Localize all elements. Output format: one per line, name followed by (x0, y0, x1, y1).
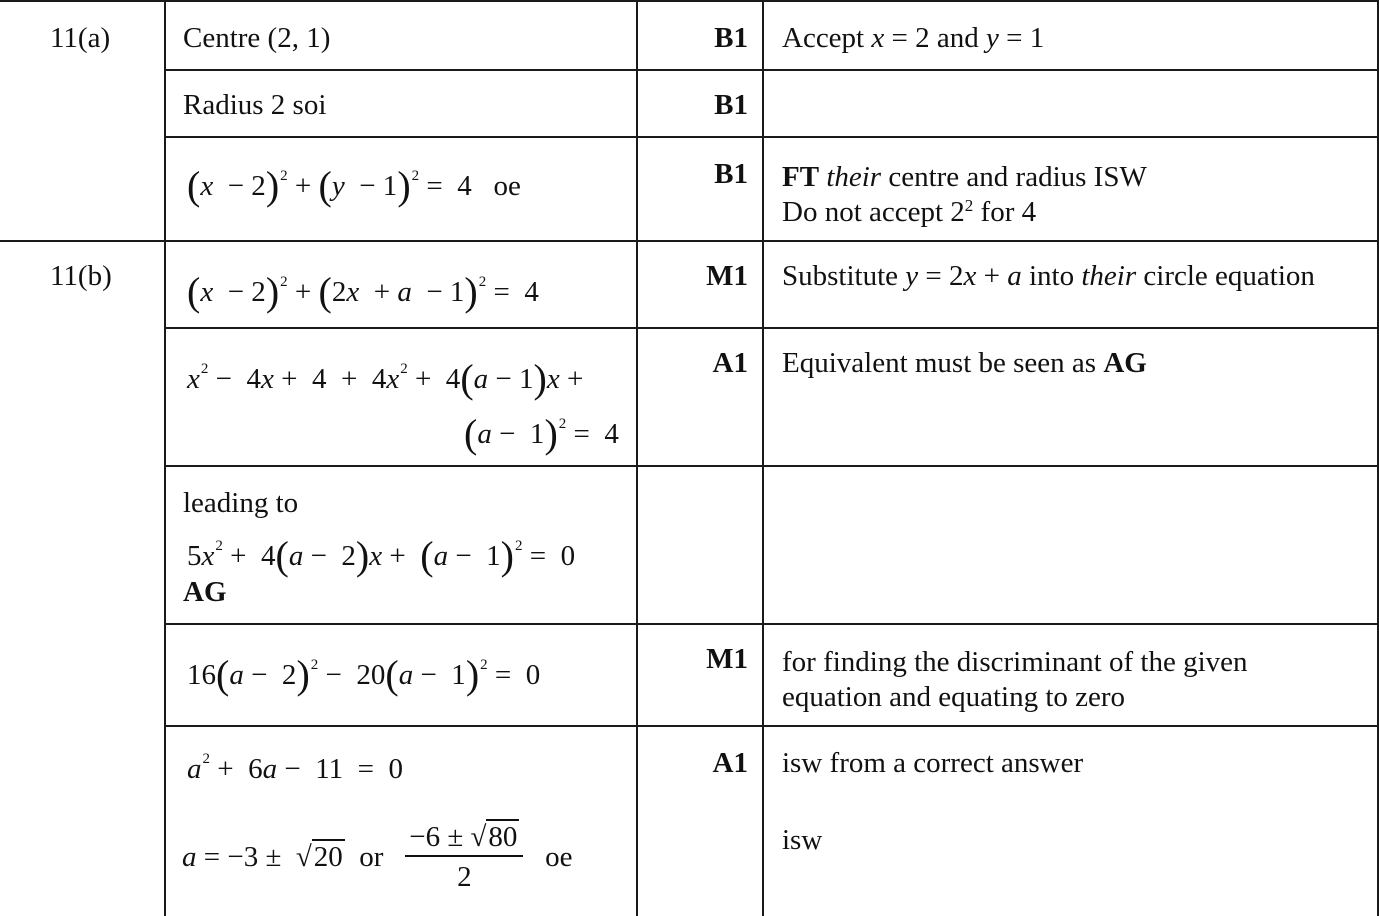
guidance-text: = 2 (918, 260, 964, 292)
guidance-text: Do not accept 2 (782, 196, 965, 228)
row-divider (166, 327, 1379, 329)
guidance-text: Equivalent must be seen as (782, 347, 1104, 379)
mark-cell: A1 (712, 747, 748, 779)
ag-label: AG (183, 576, 227, 608)
answer-equation: $16(a - 2)^2 - 20(a - 1)^2 = 0$ (187, 652, 541, 697)
answer-equation: $(a - 1)^2 = 4$ (464, 411, 619, 456)
mark-cell: M1 (706, 260, 748, 292)
guidance-bold: AG (1103, 347, 1147, 379)
row-divider (166, 623, 1379, 625)
section-divider (0, 240, 1379, 242)
guidance-var: x (963, 260, 977, 292)
guidance-italic: their (1081, 260, 1137, 292)
guidance-text: centre and radius ISW (888, 161, 1147, 193)
mark-cell: B1 (714, 22, 748, 54)
answer-equation: a = −3 ± √20 or $\frac{-6 \pm √80}{2}$ oe (182, 821, 573, 893)
guidance-text: for 4 (973, 196, 1037, 228)
row-divider (166, 136, 1379, 138)
answer-equation: $5x^2 + 4(a - 2)x + (a - 1)^2 = 0$ (187, 533, 576, 578)
guidance-cell (782, 645, 1248, 715)
row-divider (166, 465, 1379, 467)
answer-equation: $a^2 + 6a - 11 = 0$ (187, 751, 403, 785)
guidance-text: + (976, 260, 1008, 292)
guidance-var: a (1007, 260, 1022, 292)
answer-equation: $(x - 2)^2 + (2x + a - 1)^2 = 4$ (187, 269, 539, 314)
guidance-var: y (985, 22, 999, 54)
guidance-cell (782, 349, 1147, 378)
question-number: 11(b) (50, 260, 112, 292)
guidance-var: y (905, 260, 919, 292)
mark-cell: M1 (706, 643, 748, 675)
guidance-cell: isw from a correct answer (782, 747, 1084, 779)
mark-cell: A1 (712, 347, 748, 379)
row-divider (166, 725, 1379, 727)
guidance-text: Substitute (782, 260, 906, 292)
row-divider (166, 69, 1379, 71)
guidance-bold: FT (782, 161, 820, 193)
guidance-text: equation and equating to zero (782, 681, 1126, 713)
or-label: or (359, 841, 384, 873)
answer-cell: Radius 2 soi (183, 89, 327, 121)
guidance-cell: isw (782, 824, 823, 856)
answer-equation: $(x - 2)^2 + (y - 1)^2 = 4$ oe (187, 163, 521, 208)
guidance-text: into (1021, 260, 1082, 292)
superscript: 2 (964, 196, 974, 215)
column-divider (636, 0, 638, 916)
oe-label: oe (493, 170, 521, 202)
answer-cell: Centre (2, 1) (183, 22, 331, 54)
answer-equation: $x^2 - 4x + 4 + 4x^2 + 4(a - 1)x$ + (187, 356, 584, 401)
mark-cell: B1 (714, 89, 748, 121)
table-border-top (0, 0, 1379, 2)
guidance-cell (782, 160, 1147, 233)
guidance-text: for finding the discriminant of the given (782, 646, 1248, 678)
guidance-text: = 2 and (884, 22, 986, 54)
guidance-var: x (871, 22, 885, 54)
answer-text: leading to (183, 487, 299, 519)
column-divider (762, 0, 764, 916)
guidance-italic: their (826, 161, 882, 193)
fraction: $\frac{-6 \pm √80}{2}$ (405, 823, 523, 892)
guidance-text: Accept (782, 22, 872, 54)
question-number: 11(a) (50, 22, 111, 54)
mark-cell: B1 (714, 158, 748, 190)
guidance-cell (782, 262, 1315, 291)
column-divider (164, 0, 166, 916)
oe-label: oe (545, 841, 573, 873)
guidance-cell (782, 24, 1044, 53)
guidance-text: = 1 (998, 22, 1045, 54)
guidance-text: circle equation (1136, 260, 1315, 292)
